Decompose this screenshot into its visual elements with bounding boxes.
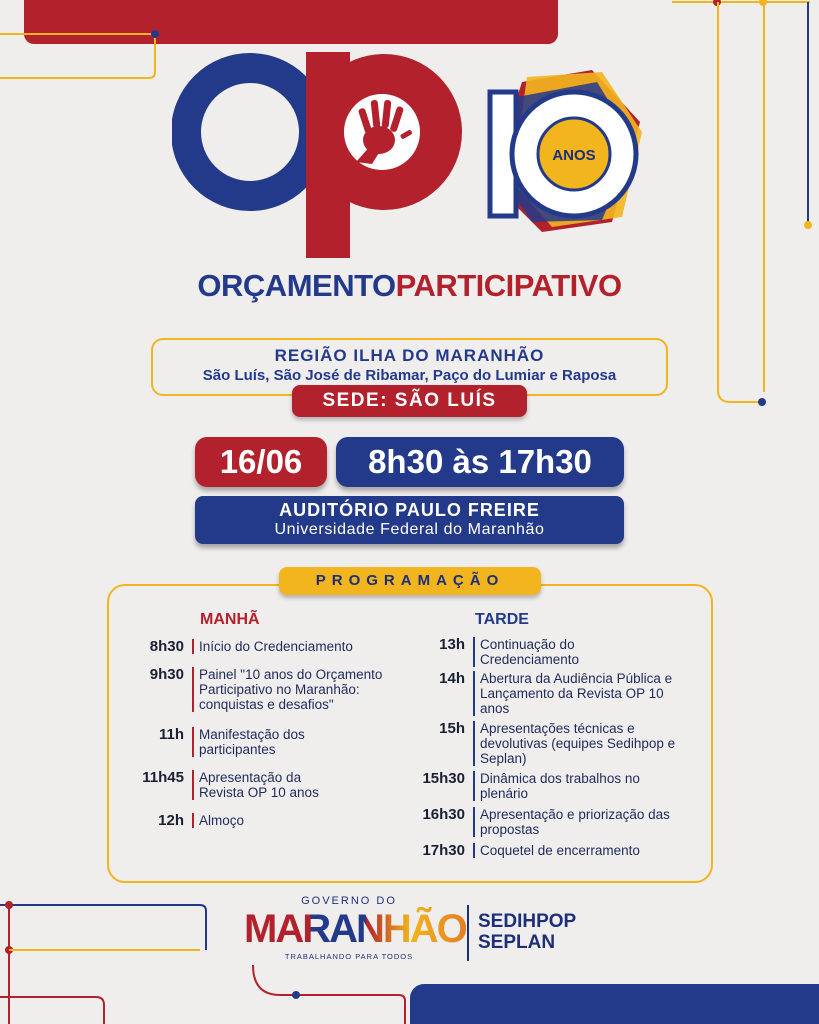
item-time: 12h: [158, 812, 184, 829]
gov-top-label: GOVERNO DO: [301, 895, 397, 907]
item-time: 11h45: [142, 769, 184, 786]
list-item: [149, 666, 422, 712]
item-desc: Apresentação e priorização das propostas: [473, 807, 693, 837]
footer-divider: [467, 905, 469, 961]
program-heading: PROGRAMAÇÃO: [279, 567, 541, 595]
gov-name-text: MARANHÃO: [244, 907, 466, 951]
gov-slogan: TRABALHANDO PARA TODOS: [284, 952, 414, 961]
list-item: [439, 670, 678, 716]
event-time: 8h30 às 17h30: [336, 437, 624, 487]
seat-badge: SEDE: SÃO LUÍS: [292, 385, 527, 417]
region-title: REGIÃO ILHA DO MARANHÃO: [274, 346, 545, 365]
list-item: [422, 770, 683, 801]
list-item: [422, 842, 698, 859]
item-time: 16h30: [422, 806, 465, 823]
item-desc: Apresentações técnicas e devolutivas (equipes Sedihpop e Seplan): [473, 721, 703, 766]
region-cities: São Luís, São José de Ribamar, Paço do Lumiar e Raposa: [202, 367, 617, 384]
gov-name: [244, 907, 466, 952]
item-desc: Continuação do Credenciamento: [473, 637, 653, 667]
op-letters: [186, 52, 462, 258]
government-logo: [244, 895, 466, 965]
venue-institution: Universidade Federal do Maranhão: [274, 521, 545, 538]
item-desc: Almoço: [192, 813, 342, 828]
list-item: [158, 812, 342, 829]
item-desc: Início do Credenciamento: [192, 639, 422, 654]
morning-heading: MANHÃ: [200, 611, 260, 628]
item-time: 15h: [439, 720, 465, 737]
venue-banner: [195, 496, 624, 544]
program-title: [0, 268, 819, 304]
item-time: 17h30: [422, 842, 465, 859]
title-orcamento: ORÇAMENTO: [197, 268, 396, 303]
item-time: 11h: [158, 726, 184, 743]
item-time: 9h30: [149, 666, 184, 683]
list-item: [149, 638, 422, 655]
anniversary-badge: [490, 70, 642, 232]
title-participativo: PARTICIPATIVO: [395, 268, 622, 303]
op-10-anos-logo: [172, 52, 642, 260]
item-time: 14h: [439, 670, 465, 687]
venue-name: AUDITÓRIO PAULO FREIRE: [279, 500, 540, 520]
list-item: [439, 720, 703, 766]
item-desc: Painel "10 anos do Orçamento Participativo no Maranhão: conquistas e desafios": [192, 667, 422, 712]
item-desc: Manifestação dos participantes: [192, 727, 342, 757]
item-time: 8h30: [149, 638, 184, 655]
item-desc: Apresentação da Revista OP 10 anos: [192, 770, 342, 800]
item-desc: Dinâmica dos trabalhos no plenário: [473, 771, 683, 801]
anos-label: ANOS: [552, 147, 596, 164]
org-sedihpop: SEDIHPOP: [478, 911, 577, 932]
item-desc: Coquetel de encerramento: [473, 843, 698, 858]
list-item: [142, 769, 342, 800]
event-date: 16/06: [195, 437, 327, 487]
item-time: 13h: [439, 636, 465, 653]
organizations: [478, 911, 576, 953]
item-desc: Abertura da Audiência Pública e Lançamento da Revista OP 10 anos: [473, 671, 678, 716]
list-item: [422, 806, 693, 837]
list-item: [158, 726, 342, 757]
list-item: [439, 636, 653, 667]
item-time: 15h30: [422, 770, 465, 787]
org-seplan: SEPLAN: [478, 932, 556, 953]
afternoon-heading: TARDE: [475, 611, 529, 628]
